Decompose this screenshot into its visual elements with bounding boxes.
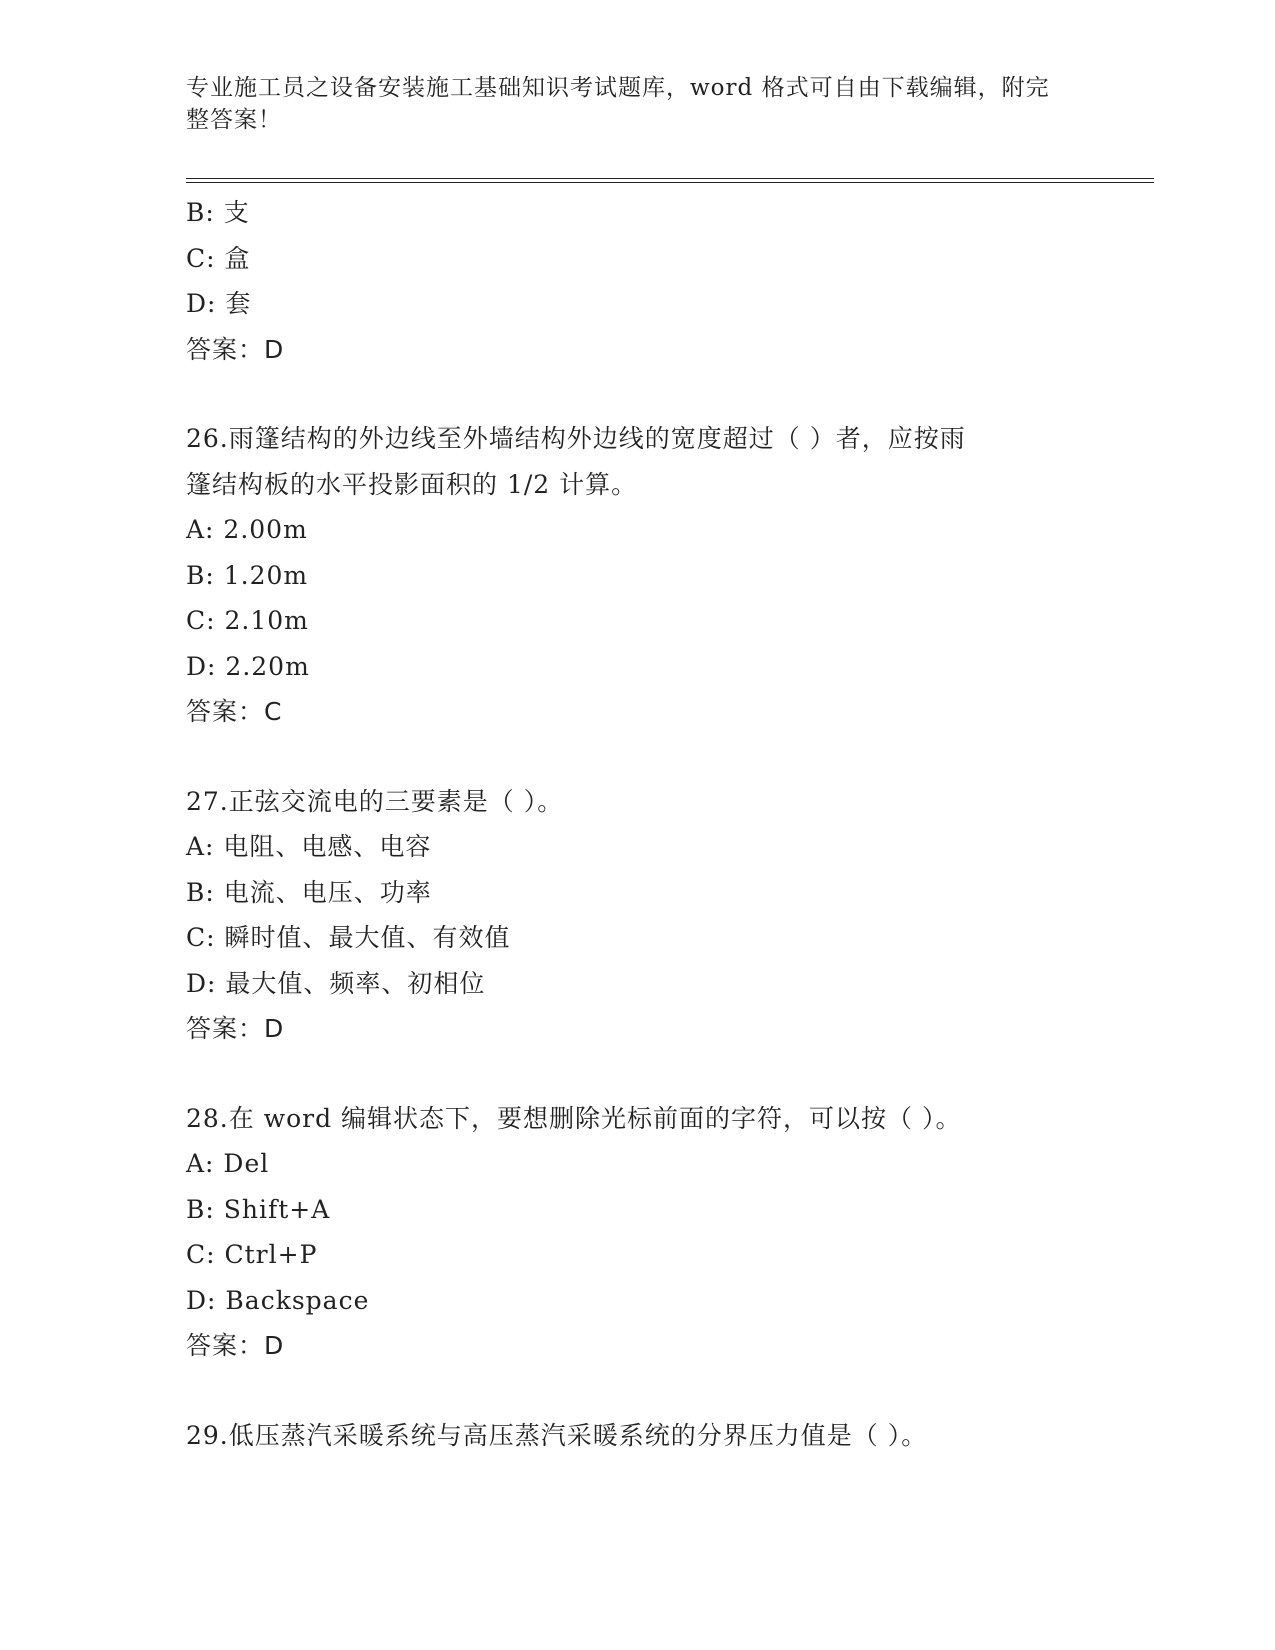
option-a: A: 电阻、电感、电容 [186,832,432,861]
question-stem: 27.正弦交流电的三要素是（ ）。 [186,786,564,816]
option-b: B: 电流、电压、功率 [186,877,432,907]
option-b: B: 支 [186,198,250,227]
question-stem: 26.雨篷结构的外边线至外墙结构外边线的宽度超过（ ）者，应按雨 [186,424,966,453]
option-d: D: 2.20m [186,651,310,681]
header-divider-bottom [186,182,1154,183]
option-c: C: 瞬时值、最大值、有效值 [186,923,511,952]
option-d: D: Backspace [186,1285,370,1315]
question-stem: 篷结构板的水平投影面积的 1/2 计算。 [186,469,638,499]
answer-line: 答案：D [186,1014,285,1043]
option-b: B: 1.20m [186,560,309,590]
question-stem: 28.在 word 编辑状态下，要想删除光标前面的字符，可以按（ ）。 [186,1103,962,1133]
option-c: C: 2.10m [186,606,309,635]
question-29 [186,1413,1086,1459]
question-26 [186,416,1086,735]
header-title-line-1: 专业施工员之设备安装施工基础知识考试题库，word 格式可自由下载编辑，附完 [186,75,1050,101]
option-a: A: Del [186,1149,270,1178]
answer-line: 答案：D [186,1331,285,1360]
option-a: A: 2.00m [186,515,308,544]
question-28 [186,1096,1086,1369]
question-27 [186,779,1086,1052]
header-divider-top [186,178,1154,179]
header-title-line-2: 整答案！ [186,107,282,133]
prev-question-block [186,190,1086,372]
option-d: D: 最大值、频率、初相位 [186,968,486,998]
option-b: B: Shift+A [186,1194,331,1224]
answer-line: 答案：D [186,334,285,364]
question-list [186,190,1086,1458]
question-stem: 29.低压蒸汽采暖系统与高压蒸汽采暖系统的分界压力值是（ ）。 [186,1420,928,1450]
option-d: D: 套 [186,289,252,318]
answer-line: 答案：C [186,697,283,726]
option-c: C: Ctrl+P [186,1240,318,1269]
page-header [186,72,1066,136]
option-c: C: 盒 [186,243,251,273]
